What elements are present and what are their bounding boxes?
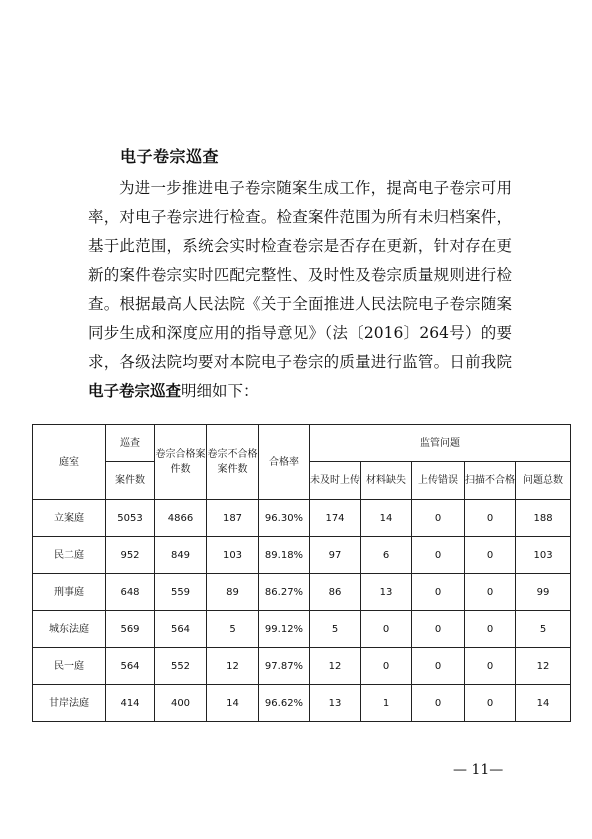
cell-court: 城东法庭 (33, 611, 106, 648)
table-row (33, 648, 571, 685)
cell-qualified: 400 (155, 685, 207, 722)
header-unqualified: 卷宗不合格案件数 (207, 425, 259, 500)
cell-missing: 6 (361, 537, 412, 574)
cell-error: 0 (412, 537, 465, 574)
header-upload-error: 上传错误 (412, 462, 465, 500)
cell-cases: 5053 (106, 500, 155, 537)
cell-court: 立案庭 (33, 500, 106, 537)
cell-qualified: 849 (155, 537, 207, 574)
cell-court: 甘岸法庭 (33, 685, 106, 722)
cell-scan: 0 (465, 685, 516, 722)
cell-rate: 96.30% (259, 500, 310, 537)
header-missing-material: 材料缺失 (361, 462, 412, 500)
header-qualified: 卷宗合格案件数 (155, 425, 207, 500)
cell-total: 103 (516, 537, 571, 574)
cell-late: 5 (310, 611, 361, 648)
body-paragraph (88, 174, 512, 406)
cell-qualified: 559 (155, 574, 207, 611)
cell-missing: 14 (361, 500, 412, 537)
cell-scan: 0 (465, 648, 516, 685)
page-number: — 11— (453, 762, 504, 778)
cell-error: 0 (412, 611, 465, 648)
cell-rate: 86.27% (259, 574, 310, 611)
cell-late: 97 (310, 537, 361, 574)
cell-total: 188 (516, 500, 571, 537)
table-row (33, 685, 571, 722)
cell-court: 民一庭 (33, 648, 106, 685)
cell-late: 174 (310, 500, 361, 537)
section-heading: 电子卷宗巡查 (120, 147, 220, 166)
cell-scan: 0 (465, 500, 516, 537)
table-row (33, 537, 571, 574)
cell-unqualified: 103 (207, 537, 259, 574)
header-pass-rate: 合格率 (259, 425, 310, 500)
cell-scan: 0 (465, 537, 516, 574)
cell-rate: 96.62% (259, 685, 310, 722)
cell-cases: 564 (106, 648, 155, 685)
cell-late: 13 (310, 685, 361, 722)
table-row (33, 611, 571, 648)
cell-cases: 952 (106, 537, 155, 574)
cell-total: 12 (516, 648, 571, 685)
cell-scan: 0 (465, 611, 516, 648)
cell-total: 14 (516, 685, 571, 722)
cell-unqualified: 12 (207, 648, 259, 685)
cell-unqualified: 5 (207, 611, 259, 648)
table-row (33, 500, 571, 537)
cell-cases: 414 (106, 685, 155, 722)
cell-rate: 97.87% (259, 648, 310, 685)
header-late-upload: 未及时上传 (310, 462, 361, 500)
paragraph-bold-term: 电子卷宗巡查 (88, 382, 182, 400)
cell-unqualified: 14 (207, 685, 259, 722)
cell-scan: 0 (465, 574, 516, 611)
cell-unqualified: 187 (207, 500, 259, 537)
cell-missing: 0 (361, 648, 412, 685)
cell-court: 刑事庭 (33, 574, 106, 611)
cell-rate: 99.12% (259, 611, 310, 648)
cell-error: 0 (412, 685, 465, 722)
cell-error: 0 (412, 648, 465, 685)
header-issues: 监管问题 (310, 425, 571, 462)
cell-missing: 0 (361, 611, 412, 648)
cell-total: 99 (516, 574, 571, 611)
header-scan-unqualified: 扫描不合格 (465, 462, 516, 500)
header-case-count: 案件数 (106, 462, 155, 500)
header-court: 庭室 (33, 425, 106, 500)
cell-unqualified: 89 (207, 574, 259, 611)
paragraph-text-after: 明细如下： (181, 382, 259, 400)
cell-missing: 1 (361, 685, 412, 722)
cell-total: 5 (516, 611, 571, 648)
cell-qualified: 564 (155, 611, 207, 648)
cell-error: 0 (412, 574, 465, 611)
cell-cases: 569 (106, 611, 155, 648)
cell-rate: 89.18% (259, 537, 310, 574)
paragraph-text-before: 为进一步推进电子卷宗随案生成工作，提高电子卷宗可用率，对电子卷宗进行检查。检查案件范围为所有未归档案件，基于此范围，系统会实时检查卷宗是否存在更新，针对存在更新的案件卷宗实时匹配完整性、及时性及卷宗质量规则进行检查。根据最高人民法院《关于全面推进人民法院电子卷宗随案同步生成和深度应用的指导意见》（法〔2016〕264号）的要求，各级法院均要对本院电子卷宗的质量进行监管。日前我院 (88, 179, 512, 371)
cell-late: 86 (310, 574, 361, 611)
cell-cases: 648 (106, 574, 155, 611)
cell-late: 12 (310, 648, 361, 685)
header-inspect: 巡查 (106, 425, 155, 462)
cell-missing: 13 (361, 574, 412, 611)
table-row (33, 574, 571, 611)
inspection-table (32, 424, 571, 722)
header-total-issues: 问题总数 (516, 462, 571, 500)
cell-error: 0 (412, 500, 465, 537)
cell-court: 民二庭 (33, 537, 106, 574)
cell-qualified: 552 (155, 648, 207, 685)
cell-qualified: 4866 (155, 500, 207, 537)
